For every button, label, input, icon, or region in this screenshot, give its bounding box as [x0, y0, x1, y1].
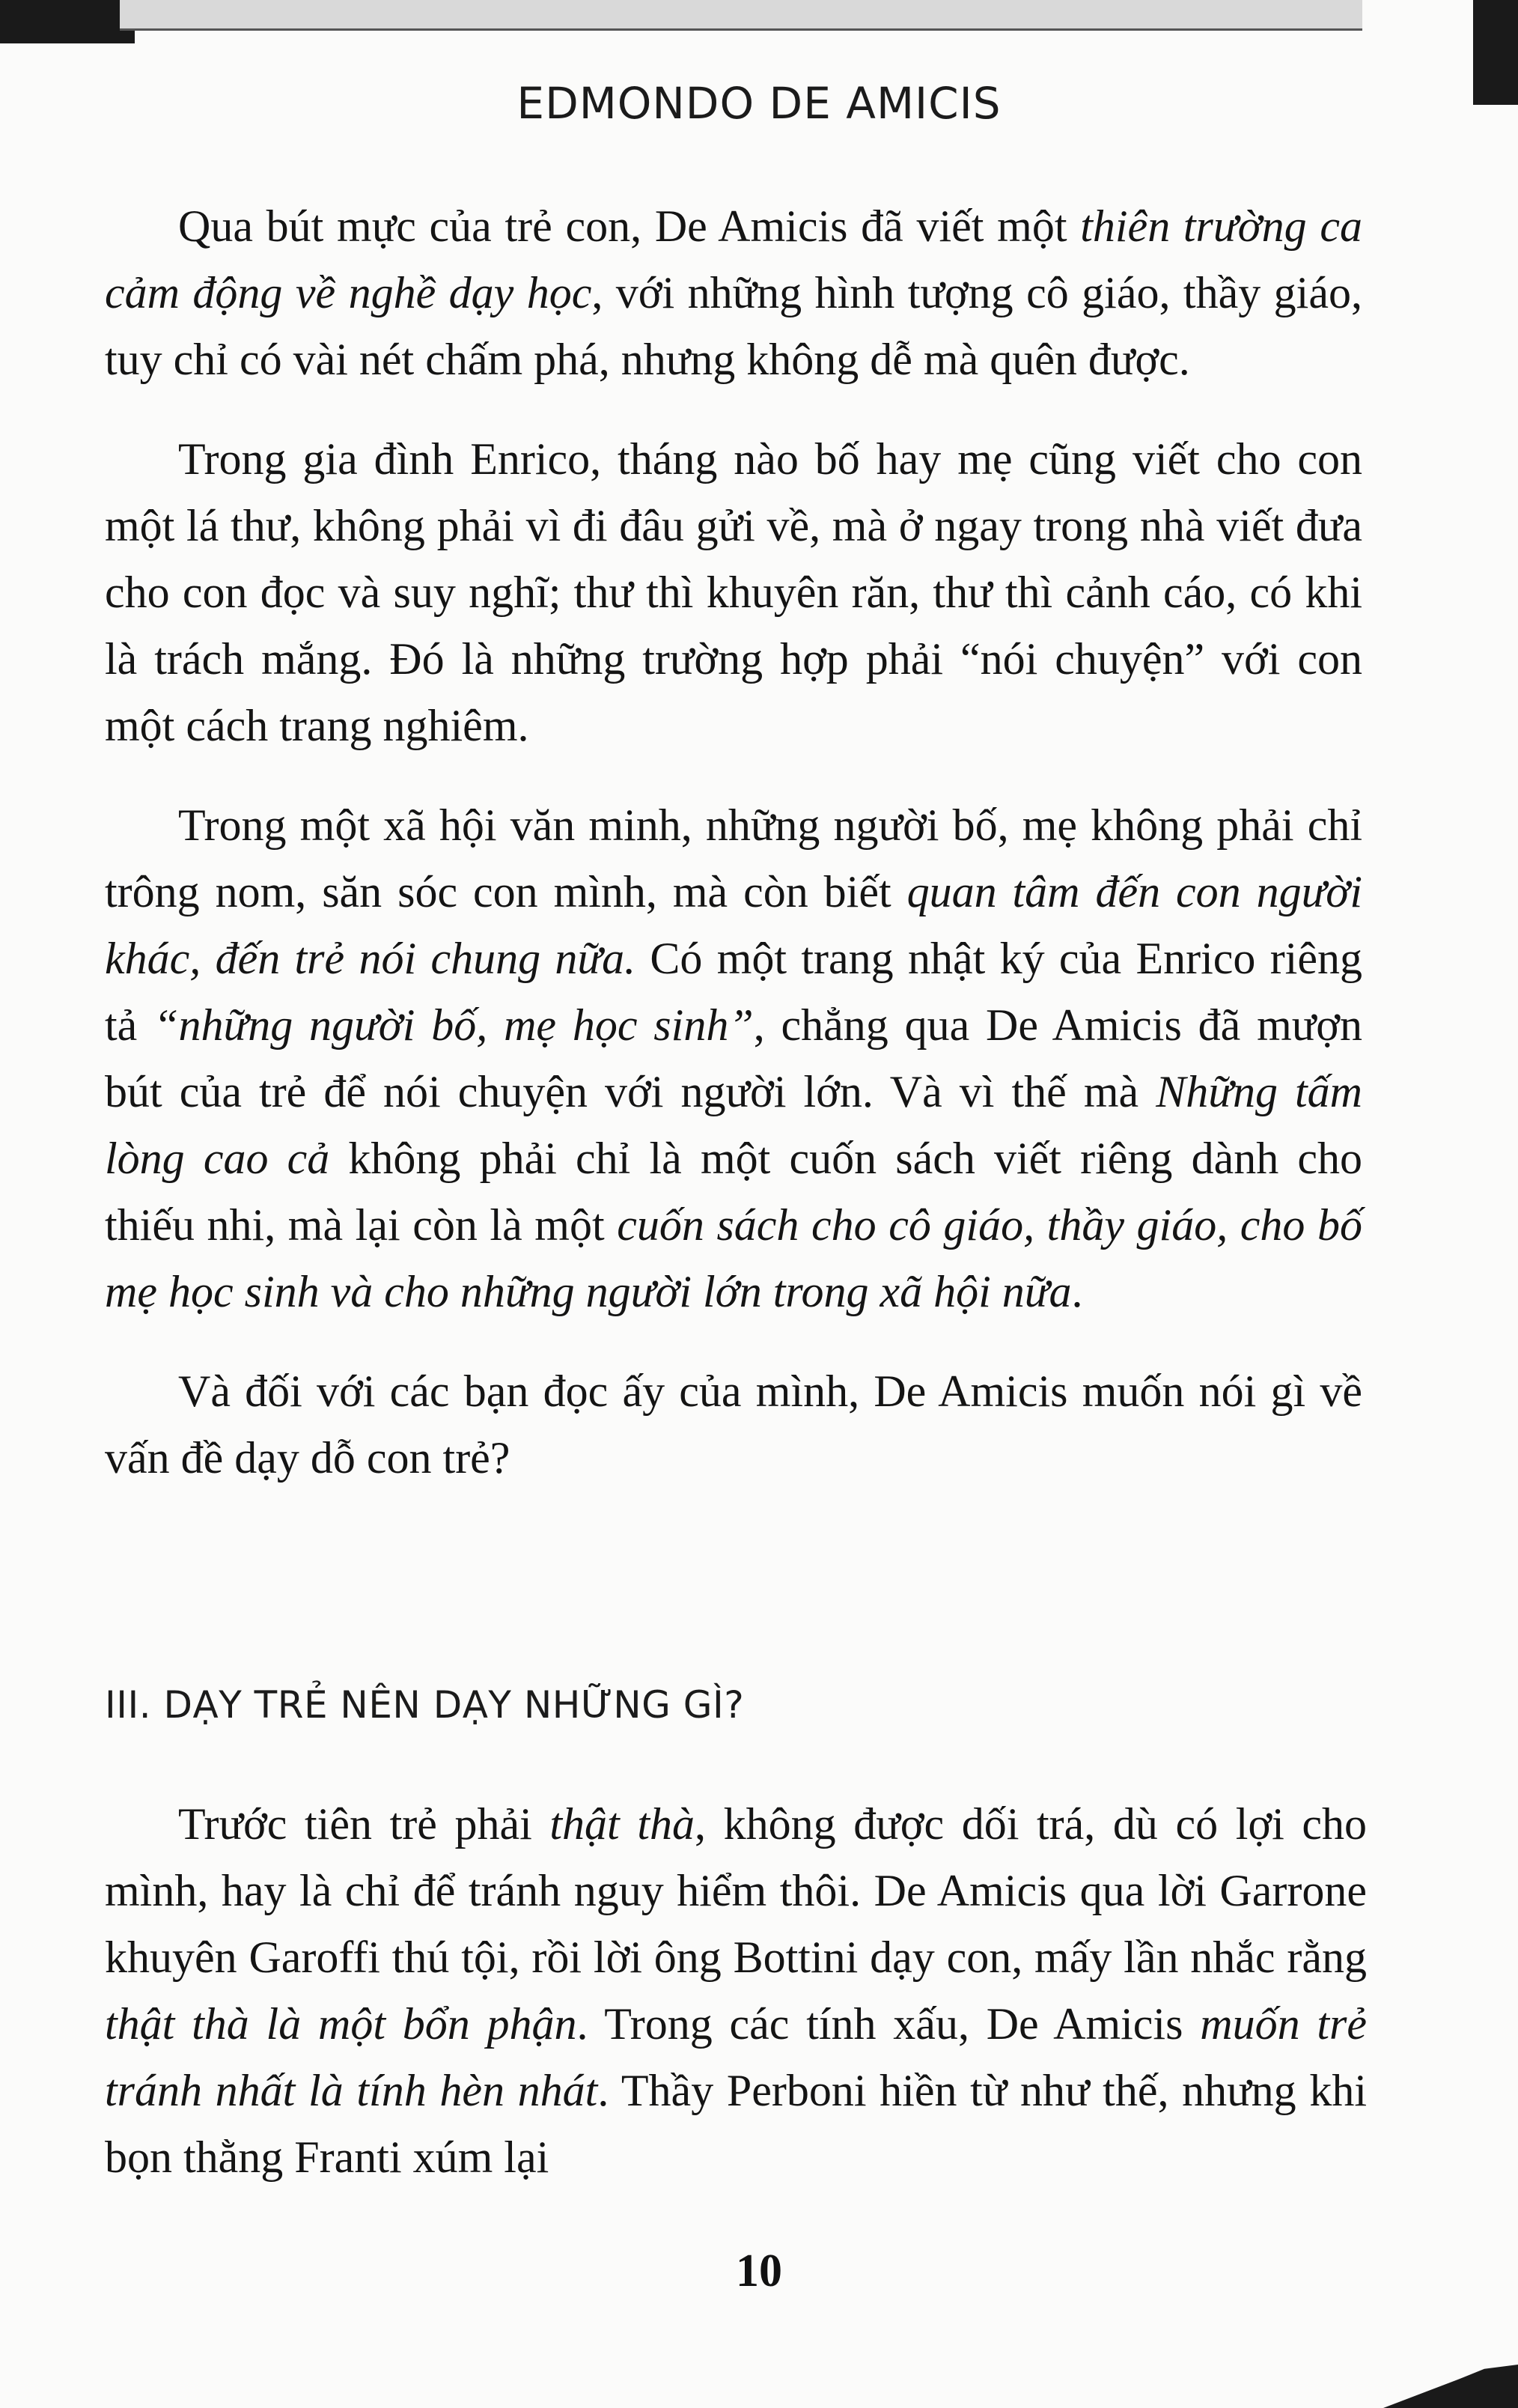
body-text	[105, 193, 1362, 1492]
text-segment: . Thầy Perboni hiền từ như thế, nhưng khi bọn thằng Franti xúm lại	[105, 2066, 1367, 2182]
paragraph-2	[105, 426, 1362, 759]
italic-segment: muốn trẻ tránh nhất là tính hèn nhát	[105, 1999, 1367, 2115]
section-paragraph	[105, 1791, 1367, 2191]
italic-segment: thật thà	[549, 1799, 695, 1849]
section-body-text	[105, 1791, 1367, 2191]
text-segment: Trong một xã hội văn minh, những người bố, mẹ không phải chỉ trông nom, săn sóc con mình, mà còn biết	[105, 800, 1362, 916]
text-segment: .	[1071, 1267, 1083, 1316]
paragraph-3	[105, 792, 1362, 1325]
scan-border-top	[120, 0, 1362, 31]
text-segment: Qua bút mực của trẻ con, De Amicis đã viết một	[178, 201, 1081, 251]
text-segment: , chẳng qua De Amicis đã mượn bút của trẻ để nói chuyện với người lớn. Và vì thế mà	[105, 1000, 1362, 1116]
running-head: EDMONDO DE AMICIS	[516, 78, 1002, 129]
text-segment: Có một trang nhật ký của Enrico riêng tả	[105, 934, 1362, 1050]
italic-segment: cuốn sách cho cô giáo, thầy giáo, cho bố mẹ học sinh và cho những người lớn trong xã hội nữa	[105, 1200, 1362, 1316]
text-segment: , với những hình tượng cô giáo, thầy giáo, tuy chỉ có vài nét chấm phá, nhưng không dễ mà quên được.	[105, 268, 1362, 384]
scan-border-top-left	[0, 0, 135, 43]
italic-segment: Những tấm lòng cao cả	[105, 1067, 1363, 1183]
italic-segment: thiên trường ca cảm động về nghề dạy học	[105, 201, 1362, 317]
italic-segment: quan tâm đến con người khác, đến trẻ nói chung nữa.	[105, 867, 1362, 983]
paragraph-4	[105, 1358, 1362, 1492]
text-segment: không phải chỉ là một cuốn sách viết riêng dành cho thiếu nhi, mà lại còn là một	[105, 1134, 1362, 1250]
text-segment: . Trong các tính xấu, De Amicis	[576, 1999, 1201, 2049]
page-number: 10	[736, 2246, 782, 2296]
section-heading: III. DẠY TRẺ NÊN DẠY NHỮNG GÌ?	[105, 1683, 745, 1727]
text-segment: Và đối với các bạn đọc ấy của mình, De Amicis muốn nói gì về vấn đề dạy dỗ con trẻ?	[105, 1366, 1362, 1483]
italic-segment: “những người bố, mẹ học sinh”	[153, 1000, 754, 1050]
paragraph-1	[105, 193, 1362, 393]
text-segment: , không được dối trá, dù có lợi cho mình, hay là chỉ để tránh nguy hiểm thôi. De Amicis qua lời Garrone khuyên Garoffi thú tội, rồi lời ông Bottini dạy con, mấy lần nhắc rằng	[105, 1799, 1367, 1982]
text-segment: Trong gia đình Enrico, tháng nào bố hay mẹ cũng viết cho con một lá thư, không phải vì đi đâu gửi về, mà ở ngay trong nhà viết đưa cho con đọc và suy nghĩ; thư thì khuyên răn, thư thì cảnh cáo, có khi là trách mắng. Đó là những trường hợp phải “nói chuyện” với con một cách trang nghiêm.	[105, 434, 1362, 750]
scan-border-bottom-right	[1383, 2365, 1518, 2408]
italic-segment: thật thà là một bổn phận	[105, 1999, 577, 2049]
text-segment: Trước tiên trẻ phải	[178, 1799, 550, 1849]
